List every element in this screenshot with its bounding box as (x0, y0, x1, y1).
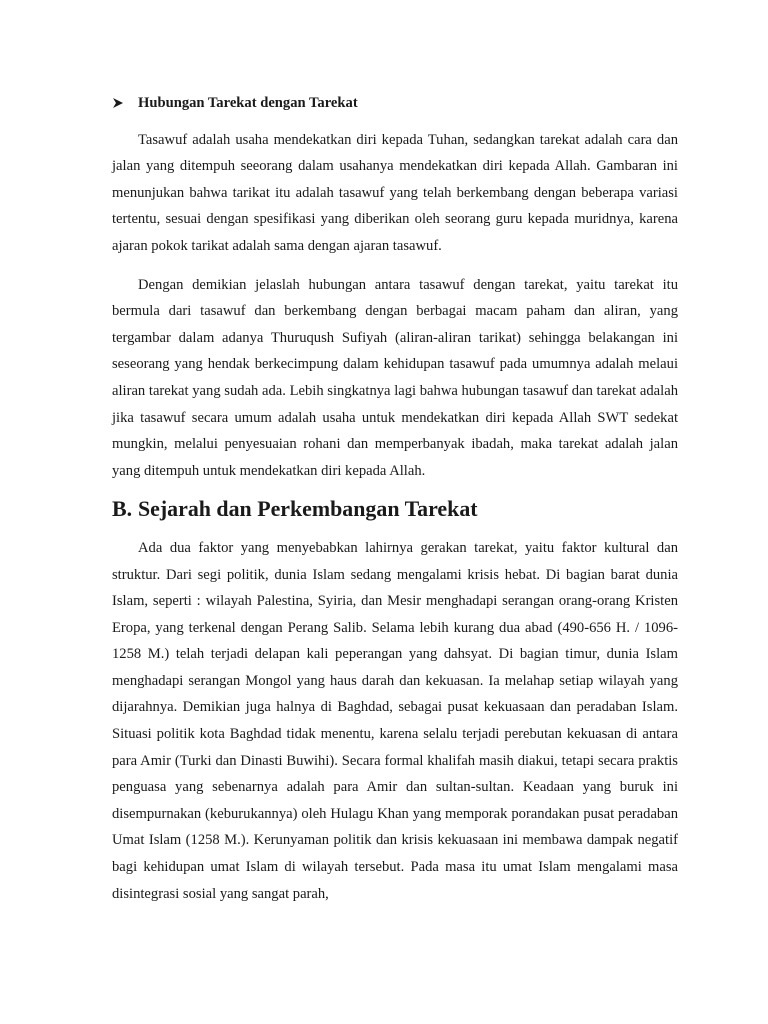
page-content (112, 90, 678, 907)
section-b-heading (112, 496, 678, 523)
section-b-paragraph-1: Ada dua faktor yang menyebabkan lahirnya gerakan tarekat, yaitu faktor kultural dan struktur. Dari segi politik, dunia Islam sedang mengalami krisis hebat. Di bagian barat dunia Islam, seperti : wilayah Palestina, Syiria, dan Mesir menghadapi serangan orang-orang Kristen Eropa, yang terkenal dengan Perang Salib. Selama lebih kurang dua abad (490-656 H. / 1096-1258 M.) telah terjadi delapan kali peperangan yang dahsyat. Di bagian timur, dunia Islam menghadapi serangan Mongol yang haus darah dan kekuasan. Ia melahap setiap wilayah yang dijarahnya. Demikian juga halnya di Baghdad, sebagai pusat kekuasaan dan peradaban Islam. Situasi politik kota Baghdad tidak menentu, karena selalu terjadi perebutan kekuasan di antara para Amir (Turki dan Dinasti Buwihi). Secara formal khalifah masih diakui, tetapi secara praktis penguasa yang sebenarnya adalah para Amir dan sultan-sultan. Keadaan yang buruk ini disempurnakan (keburukannya) oleh Hulagu Khan yang memporak porandakan pusat peradaban Umat Islam (1258 M.). Kerunyaman politik dan krisis kekuasaan ini membawa dampak negatif bagi kehidupan umat Islam di wilayah tersebut. Pada masa itu umat Islam mengalami masa disintegrasi sosial yang sangat parah, (112, 539, 678, 902)
section-b-heading-text: Sejarah dan Perkembangan Tarekat (138, 496, 478, 522)
section-a-paragraph-1: Tasawuf adalah usaha mendekatkan diri kepada Tuhan, sedangkan tarekat adalah cara dan jalan yang ditempuh seeorang dalam usahanya mendekatkan diri kepada Allah. Gambaran ini menunjukan bahwa tarikat itu adalah tasawuf yang telah berkembang dengan beberapa variasi tertentu, sesuai dengan spesifikasi yang diberikan oleh seorang guru kepada muridnya, karena ajaran pokok tarikat adalah sama dengan ajaran tasawuf. (112, 131, 678, 254)
section-a-heading-text: Hubungan Tarekat dengan Tarekat (138, 95, 358, 111)
arrow-bullet-icon (112, 97, 138, 109)
section-b-letter: B. (112, 496, 133, 522)
section-a-heading (112, 90, 678, 117)
section-a-paragraph-2: Dengan demikian jelaslah hubungan antara tasawuf dengan tarekat, yaitu tarekat itu bermula dari tasawuf dan berkembang dengan berbagai macam paham dan aliran, yang tergambar dalam adanya Thuruqush Sufiyah (aliran-aliran tarikat) sehingga belakangan ini seseorang yang hendak berkecimpung dalam kehidupan tasawuf pada umumnya adalah melaui aliran tarekat yang sudah ada. Lebih singkatnya lagi bahwa hubungan tasawuf dan tarekat adalah jika tasawuf secara umum adalah usaha untuk mendekatkan diri kepada Allah SWT sedekat mungkin, melalui penyesuaian rohani dan memperbanyak ibadah, maka tarekat adalah jalan yang ditempuh untuk mendekatkan diri kepada Allah. (112, 276, 678, 479)
